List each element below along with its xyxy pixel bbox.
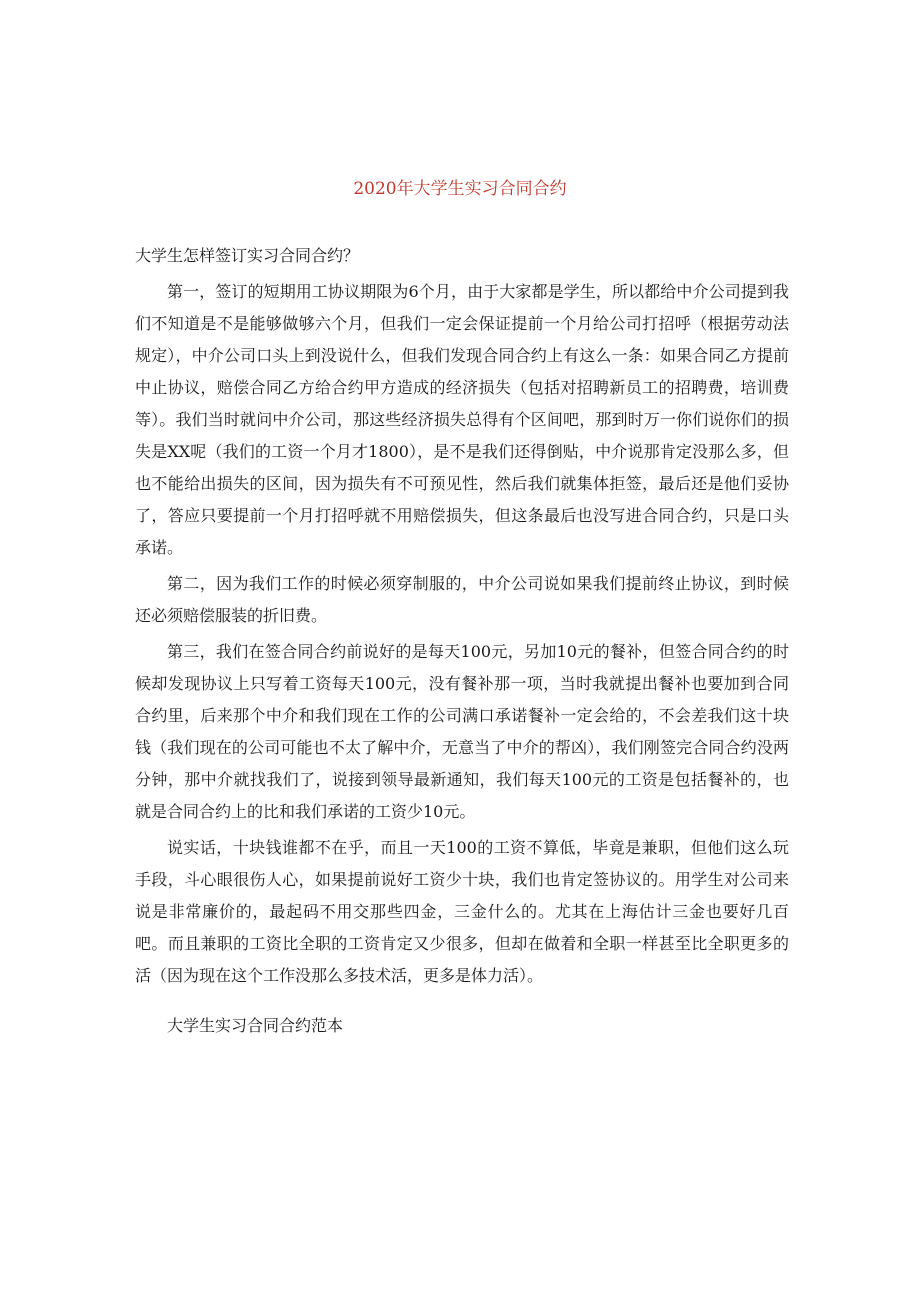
paragraph-second: 第二，因为我们工作的时候必须穿制服的，中介公司说如果我们提前终止协议，到时候还必须赔偿服装的折旧费。 — [135, 574, 789, 625]
section-subtitle: 大学生实习合同合约范本 — [167, 1016, 344, 1035]
paragraph-conclusion: 说实话，十块钱谁都不在乎，而且一天100的工资不算低，毕竟是兼职，但他们这么玩手段，斗心眼很伤人心，如果提前说好工资少十块，我们也肯定签协议的。用学生对公司来说是非常廉价的，最起码不用交那些四金，三金什么的。尤其在上海估计三金也要好几百吧。而且兼职的工资比全职的工资肯定又少很多，但却在做着和全职一样甚至比全职更多的活（因为现在这个工作没那么多技术活，更多是体力活）。 — [135, 838, 789, 985]
paragraph-third: 第三，我们在签合同合约前说好的是每天100元，另加10元的餐补，但签合同合约的时候却发现协议上只写着工资每天100元，没有餐补那一项，当时我就提出餐补也要加到合同合约里，后来那个中介和我们现在工作的公司满口承诺餐补一定会给的，不会差我们这十块钱（我们现在的公司可能也不太了解中介，无意当了中介的帮凶），我们刚签完合同合约没两分钟，那中介就找我们了，说接到领导最新通知，我们每天100元的工资是包括餐补的，也就是合同合约上的比和我们承诺的工资少10元。 — [135, 642, 789, 821]
question-heading: 大学生怎样签订实习合同合约？ — [135, 246, 360, 265]
document-title: 2020年大学生实习合同合约 — [353, 179, 567, 199]
paragraph-first: 第一，签订的短期用工协议期限为6个月，由于大家都是学生，所以都给中介公司提到我们不知道是不是能够做够六个月，但我们一定会保证提前一个月给公司打招呼（根据劳动法规定），中介公司口头上到没说什么，但我们发现合同合约上有这么一条：如果合同乙方提前中止协议，赔偿合同乙方给合约甲方造成的经济损失（包括对招聘新员工的招聘费，培训费等）。我们当时就问中介公司，那这些经济损失总得有个区间吧，那到时万一你们说你们的损失是XX呢（我们的工资一个月才1800），是不是我们还得倒贴，中介说那肯定没那么多，但也不能给出损失的区间，因为损失有不可预见性，然后我们就集体拒签，最后还是他们妥协了，答应只要提前一个月打招呼就不用赔偿损失，但这条最后也没写进合同合约，只是口头承诺。 — [135, 282, 789, 557]
document-body — [135, 240, 789, 1042]
